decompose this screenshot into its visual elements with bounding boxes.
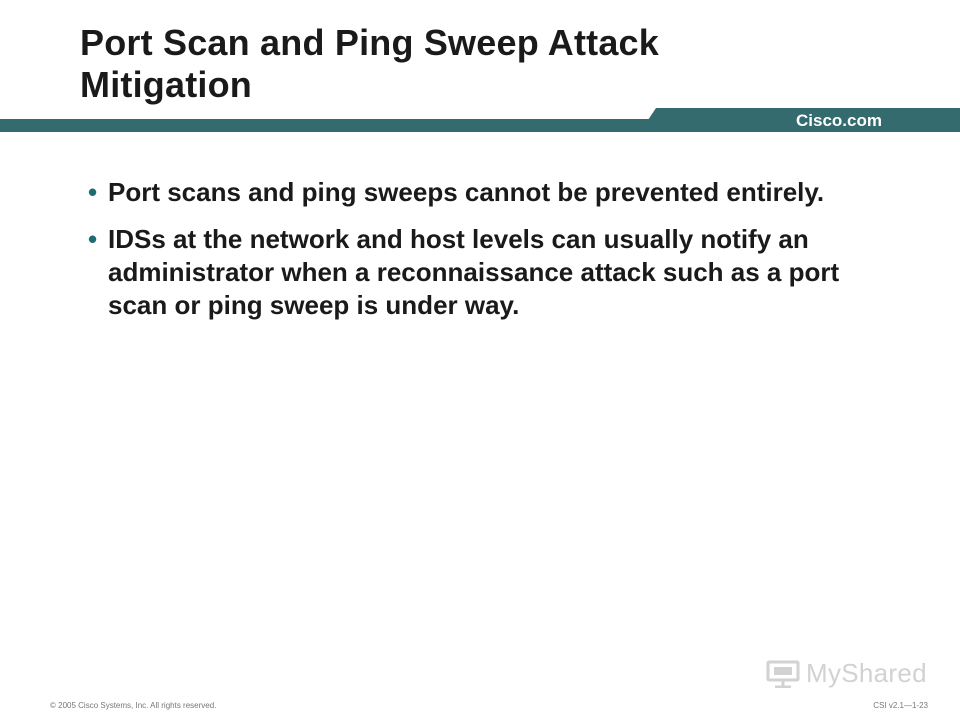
footer-course-id: CSI v2.1—1-23: [873, 701, 928, 710]
bullet-item-1: [88, 176, 868, 209]
slide-title-line-2: Mitigation: [80, 64, 252, 105]
footer-copyright: © 2005 Cisco Systems, Inc. All rights reserved.: [50, 701, 217, 710]
watermark-text: MyShared: [806, 658, 927, 688]
bullet-list: [88, 176, 868, 336]
header-bar-thin-stripe: [0, 119, 660, 132]
slide-title-line-1: Port Scan and Ping Sweep Attack: [80, 22, 660, 63]
presentation-board-icon: [766, 658, 800, 688]
bullet-marker: •: [88, 177, 98, 207]
bullet-item-2: [88, 223, 868, 322]
bullet-text-2: IDSs at the network and host levels can usually notify an administrator when a reconnaissance attack such as a port scan or ping sweep is under way.: [108, 224, 840, 320]
cisco-logo-text: Cisco.com: [796, 111, 882, 130]
slide-title: [80, 22, 840, 106]
watermark: [766, 656, 927, 690]
bullet-text-1: Port scans and ping sweeps cannot be prevented entirely.: [108, 177, 825, 207]
bullet-marker: •: [88, 224, 98, 254]
